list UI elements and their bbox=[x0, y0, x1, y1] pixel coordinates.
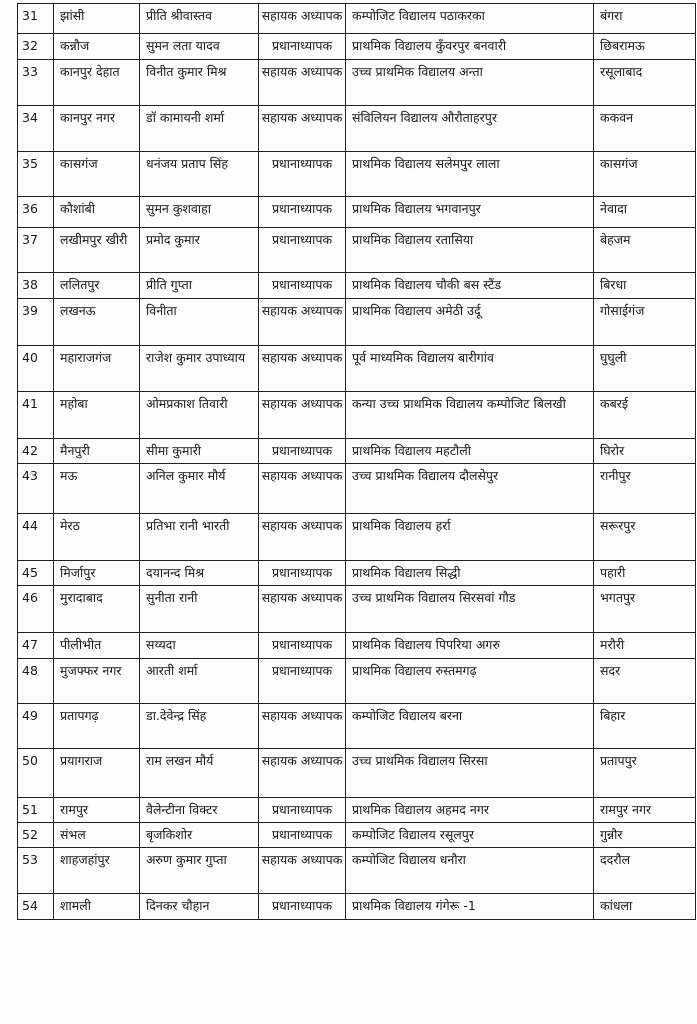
block-cell: घिरोर bbox=[594, 439, 696, 464]
table-row bbox=[18, 561, 696, 586]
school-name-cell: प्राथमिक विद्यालय भगवानपुर bbox=[346, 197, 594, 228]
teacher-name-cell: ओमप्रकाश तिवारी bbox=[140, 392, 259, 439]
school-name-cell: प्राथमिक विद्यालय सिद्धी bbox=[346, 561, 594, 586]
school-name-cell: कम्पोजिट विद्यालय बरना bbox=[346, 704, 594, 749]
block-cell: बेहजम bbox=[594, 228, 696, 273]
designation-cell: सहायक अध्यापक bbox=[259, 392, 346, 439]
teacher-name-cell: सुमन लता यादव bbox=[140, 34, 259, 60]
table-row bbox=[18, 514, 696, 561]
designation-cell: सहायक अध्यापक bbox=[259, 704, 346, 749]
district-cell: कानपुर देहात bbox=[54, 60, 140, 106]
table-row bbox=[18, 34, 696, 60]
district-cell: संभल bbox=[54, 823, 140, 848]
block-cell: गुन्नौर bbox=[594, 823, 696, 848]
table-row bbox=[18, 798, 696, 823]
designation-cell: प्रधानाध्यापक bbox=[259, 561, 346, 586]
table-row bbox=[18, 659, 696, 704]
table-row bbox=[18, 464, 696, 514]
teacher-name-cell: बृजकिशोर bbox=[140, 823, 259, 848]
serial-number-cell: 53 bbox=[18, 848, 54, 894]
designation-cell: प्रधानाध्यापक bbox=[259, 197, 346, 228]
teacher-name-cell: प्रतिभा रानी भारती bbox=[140, 514, 259, 561]
block-cell: कासगंज bbox=[594, 152, 696, 197]
teacher-name-cell: विनीत कुमार मिश्र bbox=[140, 60, 259, 106]
table-row bbox=[18, 4, 696, 34]
table-row bbox=[18, 848, 696, 894]
teacher-name-cell: अनिल कुमार मौर्य bbox=[140, 464, 259, 514]
designation-cell: प्रधानाध्यापक bbox=[259, 273, 346, 299]
block-cell: गोसाईगंज bbox=[594, 299, 696, 346]
designation-cell: सहायक अध्यापक bbox=[259, 464, 346, 514]
designation-cell: सहायक अध्यापक bbox=[259, 848, 346, 894]
table-row bbox=[18, 439, 696, 464]
serial-number-cell: 32 bbox=[18, 34, 54, 60]
teacher-name-cell: सुमन कुशवाहा bbox=[140, 197, 259, 228]
school-name-cell: उच्च प्राथमिक विद्यालय दौलसेपुर bbox=[346, 464, 594, 514]
designation-cell: प्रधानाध्यापक bbox=[259, 823, 346, 848]
block-cell: भगतपुर bbox=[594, 586, 696, 633]
serial-number-cell: 34 bbox=[18, 106, 54, 152]
block-cell: प्रतापपुर bbox=[594, 749, 696, 798]
serial-number-cell: 38 bbox=[18, 273, 54, 299]
designation-cell: सहायक अध्यापक bbox=[259, 4, 346, 34]
designation-cell: प्रधानाध्यापक bbox=[259, 633, 346, 659]
district-cell: मेरठ bbox=[54, 514, 140, 561]
district-cell: मैनपुरी bbox=[54, 439, 140, 464]
block-cell: घुघुली bbox=[594, 346, 696, 392]
serial-number-cell: 36 bbox=[18, 197, 54, 228]
district-cell: रामपुर bbox=[54, 798, 140, 823]
district-cell: कानपुर नगर bbox=[54, 106, 140, 152]
table-row bbox=[18, 299, 696, 346]
teacher-name-cell: प्रीति गुप्ता bbox=[140, 273, 259, 299]
designation-cell: प्रधानाध्यापक bbox=[259, 659, 346, 704]
block-cell: बिरधा bbox=[594, 273, 696, 299]
serial-number-cell: 47 bbox=[18, 633, 54, 659]
district-cell: कौशांबी bbox=[54, 197, 140, 228]
teacher-name-cell: सुनीता रानी bbox=[140, 586, 259, 633]
designation-cell: प्रधानाध्यापक bbox=[259, 34, 346, 60]
block-cell: सरूरपुर bbox=[594, 514, 696, 561]
table-row bbox=[18, 586, 696, 633]
district-cell: महोबा bbox=[54, 392, 140, 439]
block-cell: मरौरी bbox=[594, 633, 696, 659]
table-row bbox=[18, 197, 696, 228]
serial-number-cell: 41 bbox=[18, 392, 54, 439]
serial-number-cell: 50 bbox=[18, 749, 54, 798]
school-name-cell: प्राथमिक विद्यालय अहमद नगर bbox=[346, 798, 594, 823]
teacher-name-cell: दिनकर चौहान bbox=[140, 894, 259, 920]
district-cell: कासगंज bbox=[54, 152, 140, 197]
serial-number-cell: 48 bbox=[18, 659, 54, 704]
table-row bbox=[18, 894, 696, 920]
designation-cell: सहायक अध्यापक bbox=[259, 749, 346, 798]
school-name-cell: कन्या उच्च प्राथमिक विद्यालय कम्पोजिट बिलखी bbox=[346, 392, 594, 439]
district-cell: शामली bbox=[54, 894, 140, 920]
block-cell: नेवादा bbox=[594, 197, 696, 228]
block-cell: ककवन bbox=[594, 106, 696, 152]
designation-cell: सहायक अध्यापक bbox=[259, 586, 346, 633]
district-cell: प्रतापगढ़ bbox=[54, 704, 140, 749]
district-cell: मुरादाबाद bbox=[54, 586, 140, 633]
teacher-name-cell: आरती शर्मा bbox=[140, 659, 259, 704]
school-name-cell: प्राथमिक विद्यालय सलेमपुर लाला bbox=[346, 152, 594, 197]
block-cell: छिबरामऊ bbox=[594, 34, 696, 60]
school-name-cell: प्राथमिक विद्यालय कुँवरपुर बनवारी bbox=[346, 34, 594, 60]
district-cell: मऊ bbox=[54, 464, 140, 514]
teacher-name-cell: प्रमोद कुमार bbox=[140, 228, 259, 273]
serial-number-cell: 40 bbox=[18, 346, 54, 392]
school-name-cell: उच्च प्राथमिक विद्यालय अन्ता bbox=[346, 60, 594, 106]
school-name-cell: कम्पोजिट विद्यालय पठाकरका bbox=[346, 4, 594, 34]
teacher-name-cell: धनंजय प्रताप सिंह bbox=[140, 152, 259, 197]
block-cell: रानीपुर bbox=[594, 464, 696, 514]
school-name-cell: प्राथमिक विद्यालय हर्रा bbox=[346, 514, 594, 561]
district-cell: शाहजहांपुर bbox=[54, 848, 140, 894]
serial-number-cell: 43 bbox=[18, 464, 54, 514]
block-cell: ददरौल bbox=[594, 848, 696, 894]
teacher-name-cell: डॉ कामायनी शर्मा bbox=[140, 106, 259, 152]
school-name-cell: प्राथमिक विद्यालय चौकी बस स्टैंड bbox=[346, 273, 594, 299]
table-row bbox=[18, 106, 696, 152]
teacher-name-cell: राजेश कुमार उपाध्याय bbox=[140, 346, 259, 392]
school-name-cell: प्राथमिक विद्यालय महटौली bbox=[346, 439, 594, 464]
teacher-name-cell: प्रीति श्रीवास्तव bbox=[140, 4, 259, 34]
school-name-cell: प्राथमिक विद्यालय रतासिया bbox=[346, 228, 594, 273]
district-cell: कन्नौज bbox=[54, 34, 140, 60]
school-name-cell: उच्च प्राथमिक विद्यालय सिरसा bbox=[346, 749, 594, 798]
serial-number-cell: 31 bbox=[18, 4, 54, 34]
block-cell: रसूलाबाद bbox=[594, 60, 696, 106]
table-row bbox=[18, 633, 696, 659]
school-name-cell: कम्पोजिट विद्यालय रसूलपुर bbox=[346, 823, 594, 848]
block-cell: बंगरा bbox=[594, 4, 696, 34]
serial-number-cell: 54 bbox=[18, 894, 54, 920]
serial-number-cell: 35 bbox=[18, 152, 54, 197]
school-name-cell: प्राथमिक विद्यालय पिपरिया अगरु bbox=[346, 633, 594, 659]
designation-cell: प्रधानाध्यापक bbox=[259, 228, 346, 273]
designation-cell: प्रधानाध्यापक bbox=[259, 439, 346, 464]
designation-cell: प्रधानाध्यापक bbox=[259, 894, 346, 920]
table-row bbox=[18, 704, 696, 749]
school-name-cell: प्राथमिक विद्यालय गंगेरू -1 bbox=[346, 894, 594, 920]
designation-cell: सहायक अध्यापक bbox=[259, 60, 346, 106]
teacher-name-cell: विनीता bbox=[140, 299, 259, 346]
serial-number-cell: 46 bbox=[18, 586, 54, 633]
serial-number-cell: 51 bbox=[18, 798, 54, 823]
serial-number-cell: 52 bbox=[18, 823, 54, 848]
teacher-name-cell: डा.देवेन्द्र सिंह bbox=[140, 704, 259, 749]
teacher-name-cell: राम लखन मौर्य bbox=[140, 749, 259, 798]
district-cell: ललितपुर bbox=[54, 273, 140, 299]
table-row bbox=[18, 823, 696, 848]
table-body bbox=[18, 4, 696, 920]
table-row bbox=[18, 392, 696, 439]
serial-number-cell: 45 bbox=[18, 561, 54, 586]
designation-cell: प्रधानाध्यापक bbox=[259, 152, 346, 197]
designation-cell: प्रधानाध्यापक bbox=[259, 798, 346, 823]
block-cell: पहारी bbox=[594, 561, 696, 586]
school-name-cell: कम्पोजिट विद्यालय धनौरा bbox=[346, 848, 594, 894]
serial-number-cell: 49 bbox=[18, 704, 54, 749]
school-name-cell: प्राथमिक विद्यालय अमेठी उर्दू bbox=[346, 299, 594, 346]
teacher-name-cell: दयानन्द मिश्र bbox=[140, 561, 259, 586]
table-row bbox=[18, 273, 696, 299]
district-cell: प्रयागराज bbox=[54, 749, 140, 798]
teacher-name-cell: वैलेन्टीना विक्टर bbox=[140, 798, 259, 823]
block-cell: बिहार bbox=[594, 704, 696, 749]
school-name-cell: संविलियन विद्यालय औरौताहरपुर bbox=[346, 106, 594, 152]
table-row bbox=[18, 749, 696, 798]
table-row bbox=[18, 60, 696, 106]
block-cell: कांधला bbox=[594, 894, 696, 920]
table-row bbox=[18, 152, 696, 197]
serial-number-cell: 42 bbox=[18, 439, 54, 464]
table-row bbox=[18, 346, 696, 392]
designation-cell: सहायक अध्यापक bbox=[259, 514, 346, 561]
serial-number-cell: 37 bbox=[18, 228, 54, 273]
block-cell: रामपुर नगर bbox=[594, 798, 696, 823]
district-cell: मिर्जापुर bbox=[54, 561, 140, 586]
teacher-name-cell: सय्यदा bbox=[140, 633, 259, 659]
block-cell: कबरई bbox=[594, 392, 696, 439]
serial-number-cell: 33 bbox=[18, 60, 54, 106]
district-cell: पीलीभीत bbox=[54, 633, 140, 659]
district-cell: लखीमपुर खीरी bbox=[54, 228, 140, 273]
designation-cell: सहायक अध्यापक bbox=[259, 346, 346, 392]
teacher-list-table bbox=[17, 3, 696, 920]
school-name-cell: उच्च प्राथमिक विद्यालय सिरसवां गौड bbox=[346, 586, 594, 633]
district-cell: लखनऊ bbox=[54, 299, 140, 346]
teacher-name-cell: अरुण कुमार गुप्ता bbox=[140, 848, 259, 894]
serial-number-cell: 44 bbox=[18, 514, 54, 561]
district-cell: मुजफ्फर नगर bbox=[54, 659, 140, 704]
teacher-name-cell: सीमा कुमारी bbox=[140, 439, 259, 464]
designation-cell: सहायक अध्यापक bbox=[259, 299, 346, 346]
table-row bbox=[18, 228, 696, 273]
school-name-cell: पूर्व माध्यमिक विद्यालय बारीगांव bbox=[346, 346, 594, 392]
district-cell: महाराजगंज bbox=[54, 346, 140, 392]
district-cell: झांसी bbox=[54, 4, 140, 34]
serial-number-cell: 39 bbox=[18, 299, 54, 346]
block-cell: सदर bbox=[594, 659, 696, 704]
school-name-cell: प्राथमिक विद्यालय रुस्तमगढ़ bbox=[346, 659, 594, 704]
designation-cell: सहायक अध्यापक bbox=[259, 106, 346, 152]
